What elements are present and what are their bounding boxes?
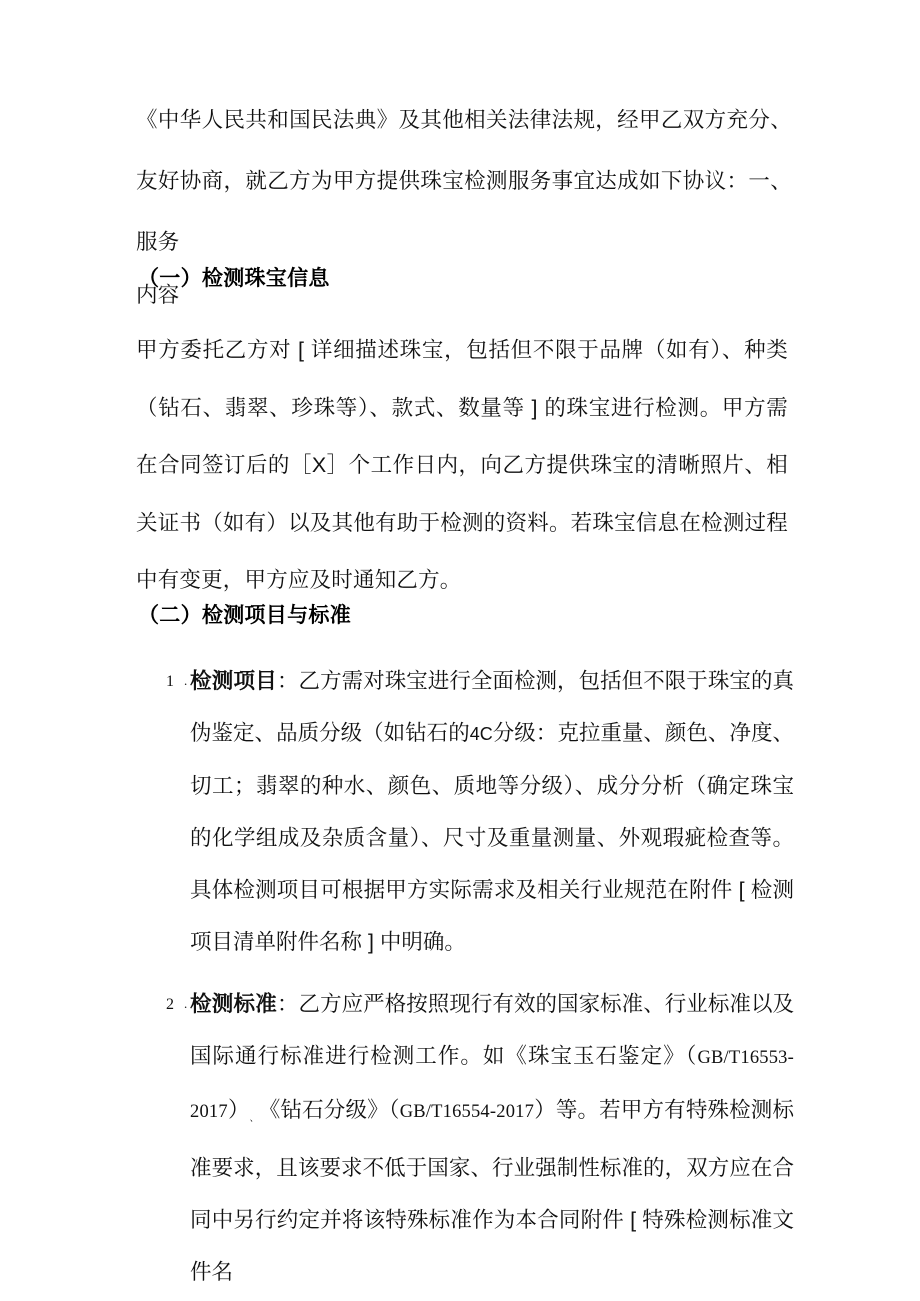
micro-enumeration-comma: 、 [249,1113,259,1123]
list-item-text-1: ：乙方需对珠宝进行全面检测，包括但不限于珠宝的真伪鉴定、品质分级（如钻石的 [190,669,794,745]
standard-code-gbt16554: GB/T16554-2017 [399,1102,535,1122]
section-heading-two: （二）检测项目与标准 [138,604,351,627]
section-one-paragraph: 甲方委托乙方对 [ 详细描述珠宝，包括但不限于品牌（如有）、种类（钻石、翡翠、珍珠等）、款式、数量等 ] 的珠宝进行检测。甲方需在合同签订后的［X］个工作日内，向乙方提供珠宝的清晰照片、相关证书（如有）以及其他有助于检测的资料。若珠宝信息在检测过程中有变更，甲方应及时通知乙方。 [136,338,788,592]
list-item-number: 2 [166,996,174,1013]
list-item-marker-dot: . [184,673,188,688]
intro-line-3: 内容 [136,283,180,307]
list-item-marker [166,655,192,708]
list-item-inline-4c: 4C [469,724,493,744]
list-item-marker-dot: . [184,996,188,1011]
list-item-text-4: ）等。若甲方有特殊检测标准要求，且该要求不低于国家、行业强制性标准的，双方应在合同中另行约定并将该特殊标准作为本合同附件 [ 特殊检测标准文件名 [190,1098,794,1284]
list-item-lead-label: 检测项目 [190,669,277,693]
intro-line-1: 《中华人民共和国民法典》及其他相关法律法规，经甲乙双方充分、 [136,108,792,132]
list-item-number: 1 [166,673,174,690]
inspection-terms-list [136,655,794,1298]
list-item [136,655,794,968]
list-item-marker [166,978,192,1031]
list-item-text-2: 分级：克拉重量、颜色、净度、切工；翡翠的种水、颜色、质地等分级）、成分分析（确定珠宝的化学组成及杂质含量）、尺寸及重量测量、外观瑕疵检查等。具体检测项目可根据甲方实际需求及相关行业规范在附件 [ 检测项目清单附件名称 ] 中明确。 [190,721,794,954]
list-item-lead-label: 检测标准 [190,992,277,1016]
list-item-text-2: ） [227,1098,250,1122]
section-heading-one: （一）检测珠宝信息 [138,267,330,290]
intro-line-2: 友好协商，就乙方为甲方提供珠宝检测服务事宜达成如下协议：一、服务 [136,169,792,254]
list-item-text-1: ：乙方应严格按照现行有效的国家标准、行业标准以及国际通行标准进行检测工作。如《珠宝玉石鉴定》（ [190,992,794,1068]
standard-code-gbt16553: GB/T16553-2017 [190,1048,794,1122]
list-item [136,978,794,1298]
list-item-text-3: 《钻石分级》（ [258,1098,400,1122]
